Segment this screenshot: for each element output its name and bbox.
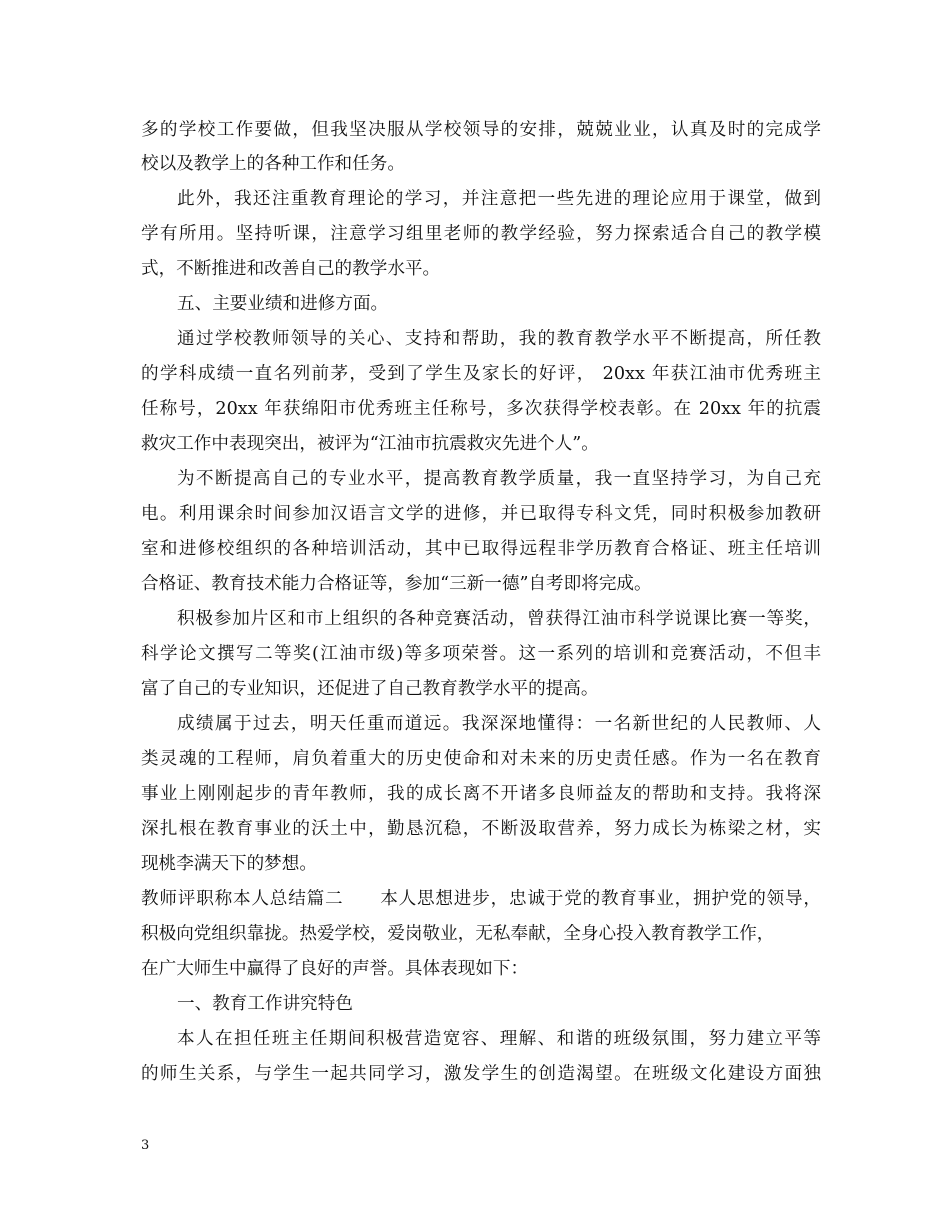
text-line: 通过学校教师领导的关心、支持和帮助，我的教育教学水平不断提高，所任教 (177, 329, 821, 349)
text-line: 现桃李满天下的梦想。 (141, 854, 317, 874)
text-line: 积极参加片区和市上组织的各种竞赛活动，曾获得江油市科学说课比赛一等奖， (177, 609, 821, 629)
text-line: 此外，我还注重教育理论的学习，并注意把一些先进的理论应用于课堂，做到 (177, 189, 821, 209)
text-line: 室和进修校组织的各种培训活动，其中已取得远程非学历教育合格证、班主任培训 (141, 539, 821, 559)
text-line: 学有所用。坚持听课，注意学习组里老师的教学经验，努力探索适合自己的教学模 (141, 224, 821, 244)
text-line: 校以及教学上的各种工作和任务。 (141, 154, 405, 174)
text-line: 为不断提高自己的专业水平，提高教育教学质量，我一直坚持学习，为自己充 (177, 469, 821, 489)
page-number: 3 (141, 1138, 150, 1153)
text-line: 式，不断推进和改善自己的教学水平。 (141, 259, 441, 279)
text-line: 类灵魂的工程师，肩负着重大的历史使命和对未来的历史责任感。作为一名在教育 (141, 749, 821, 769)
text-line: 多的学校工作要做，但我坚决服从学校领导的安排，兢兢业业，认真及时的完成学 (141, 120, 821, 140)
text-line: 成绩属于过去，明天任重而道远。我深深地懂得：一名新世纪的人民教师、人 (177, 714, 821, 734)
text-line: 任称号，20xx 年获绵阳市优秀班主任称号，多次获得学校表彰。在 20xx 年的抗震 (141, 399, 821, 419)
text-line: 积极向党组织靠拢。热爱学校，爱岗敬业，无私奉献，全身心投入教育教学工作， (141, 924, 775, 944)
text-line: 科学论文撰写二等奖(江油市级)等多项荣誉。这一系列的培训和竞赛活动，不但丰 (141, 644, 821, 664)
section-heading: 五、主要业绩和进修方面。 (177, 294, 389, 314)
text-line: 电。利用课余时间参加汉语言文学的进修，并已取得专科文凭，同时积极参加教研 (141, 504, 821, 524)
text-line: 本人在担任班主任期间积极营造宽容、理解、和谐的班级氛围，努力建立平等 (177, 1029, 821, 1049)
text-line: 富了自己的专业知识，还促进了自己教育教学水平的提高。 (141, 679, 599, 699)
text-line: 合格证、教育技术能力合格证等，参加“三新一德”自考即将完成。 (141, 574, 652, 594)
text-line: 事业上刚刚起步的青年教师，我的成长离不开诸多良师益友的帮助和支持。我将深 (141, 784, 821, 804)
text-line: 的学科成绩一直名列前茅，受到了学生及家长的好评， 20xx 年获江油市优秀班主 (141, 364, 821, 384)
text-line: 救灾工作中表现突出，被评为“江油市抗震救灾先进个人”。 (141, 434, 599, 454)
text-line: 教师评职称本人总结篇二 本人思想进步，忠诚于党的教育事业，拥护党的领导， (141, 889, 821, 909)
text-line: 在广大师生中赢得了良好的声誉。具体表现如下： (141, 959, 529, 979)
text-line: 的师生关系，与学生一起共同学习，激发学生的创造渴望。在班级文化建设方面独 (141, 1064, 821, 1084)
section-heading: 一、教育工作讲究特色 (177, 994, 353, 1014)
text-line: 深扎根在教育事业的沃土中，勤恳沉稳，不断汲取营养，努力成长为栋梁之材，实 (141, 819, 821, 839)
